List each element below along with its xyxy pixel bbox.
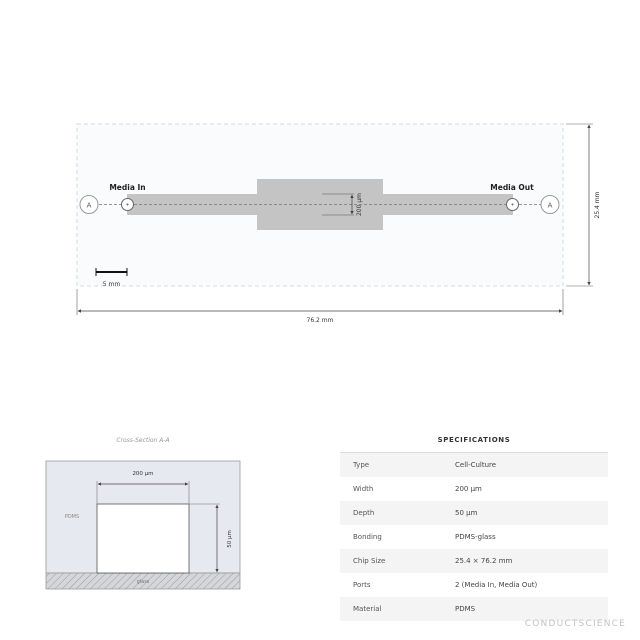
- height-arrow-bottom: [587, 282, 590, 286]
- brand-watermark: CONDUCTSCIENCE: [524, 619, 626, 629]
- spec-row-ports: [340, 573, 608, 597]
- height-arrow-top: [587, 125, 590, 129]
- outlet-port-center: [512, 204, 514, 206]
- specifications-title: SPECIFICATIONS: [340, 430, 608, 453]
- spec-value: PDMS: [455, 605, 476, 613]
- spec-key: Width: [353, 485, 374, 493]
- spec-key: Depth: [353, 509, 375, 517]
- glass-label: glass: [136, 579, 150, 585]
- spec-row-depth: [340, 501, 608, 525]
- spec-row-type: [340, 453, 608, 477]
- pdms-label: PDMS: [64, 514, 80, 520]
- spec-key: Material: [353, 605, 382, 613]
- width-arrow-right: [559, 309, 563, 312]
- spec-row-bonding: [340, 525, 608, 549]
- spec-key: Ports: [353, 581, 371, 589]
- inlet-label: Media In: [109, 183, 146, 192]
- outlet-channel: [383, 194, 513, 215]
- channel-width-dim: 200 µm: [356, 192, 363, 217]
- spec-key: Type: [353, 461, 370, 469]
- spec-value: 2 (Media In, Media Out): [455, 581, 538, 589]
- spec-key: Chip Size: [353, 557, 386, 565]
- cross-section-view: [0, 430, 260, 600]
- chip-height-dim: 25.4 mm: [594, 191, 601, 219]
- chip-width-dim: 76.2 mm: [306, 317, 334, 324]
- spec-row-material: [340, 597, 608, 621]
- section-marker-left-label: A: [86, 201, 92, 210]
- xs-width-dim: 200 µm: [132, 471, 154, 477]
- spec-row-chip-size: [340, 549, 608, 573]
- spec-value: Cell-Culture: [455, 461, 497, 469]
- spec-value: 25.4 × 76.2 mm: [455, 557, 513, 565]
- spec-value: 50 µm: [455, 509, 478, 517]
- spec-row-width: [340, 477, 608, 501]
- specifications-table: [340, 430, 608, 621]
- inlet-port-center: [127, 204, 129, 206]
- spec-value: PDMS-glass: [455, 533, 496, 541]
- width-arrow-left: [78, 309, 82, 312]
- spec-key: Bonding: [353, 533, 382, 541]
- cross-section-title: Cross-Section A-A: [116, 437, 170, 444]
- spec-value: 200 µm: [455, 485, 482, 493]
- section-marker-right-label: A: [547, 201, 553, 210]
- outlet-label: Media Out: [490, 183, 534, 192]
- specifications-rows: [340, 453, 608, 621]
- scale-bar-label: 5 mm: [102, 281, 121, 288]
- xs-depth-dim: 50 µm: [227, 530, 233, 548]
- channel-cross-section: [97, 504, 189, 573]
